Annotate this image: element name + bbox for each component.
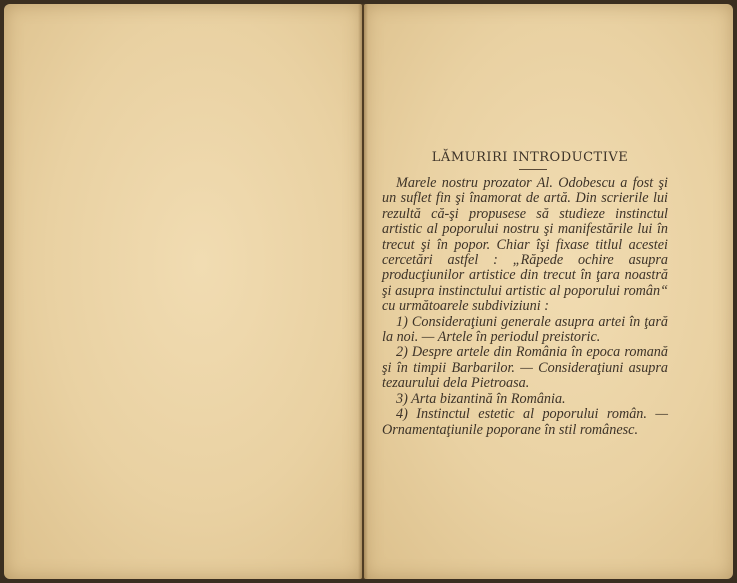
subdivision-item-2: 2) Despre artele din România în epoca romană şi în timpii Barbarilor. — Consideraţiuni asupra tezaurului dela Pietroasa. (382, 344, 668, 392)
intro-paragraph: Marele nostru prozator Al. Odobescu a fost şi un suflet fin şi înamorat de artă. Din scrierile lui rezultă că-şi propusese să studieze instinctul artistic al poporului nostru şi manifestările lui în trecut şi în popor. Chiar îşi fixase titlul acestei cercetări astfel : „Răpede ochire asupra producţiunilor artistice din trecut în ţara noastră şi asupra instinctului artistic al poporului român“ cu următoarele subdiviziuni : (382, 175, 668, 315)
title-divider (519, 169, 547, 170)
left-page-blank (4, 4, 362, 579)
chapter-title: LĂMURIRI INTRODUCTIVE (431, 150, 629, 165)
subdivision-item-3: 3) Arta bizantină în România. (396, 390, 566, 407)
book-gutter (358, 4, 368, 579)
page-text-block (382, 150, 668, 438)
subdivision-item-1: 1) Consideraţiuni generale asupra artei în ţară la noi. — Artele în periodul preistoric. (382, 313, 668, 346)
subdivision-item-4: 4) Instinctul estetic al poporului român. — Ornamentaţiunile poporane în stil românesc. (382, 406, 668, 438)
